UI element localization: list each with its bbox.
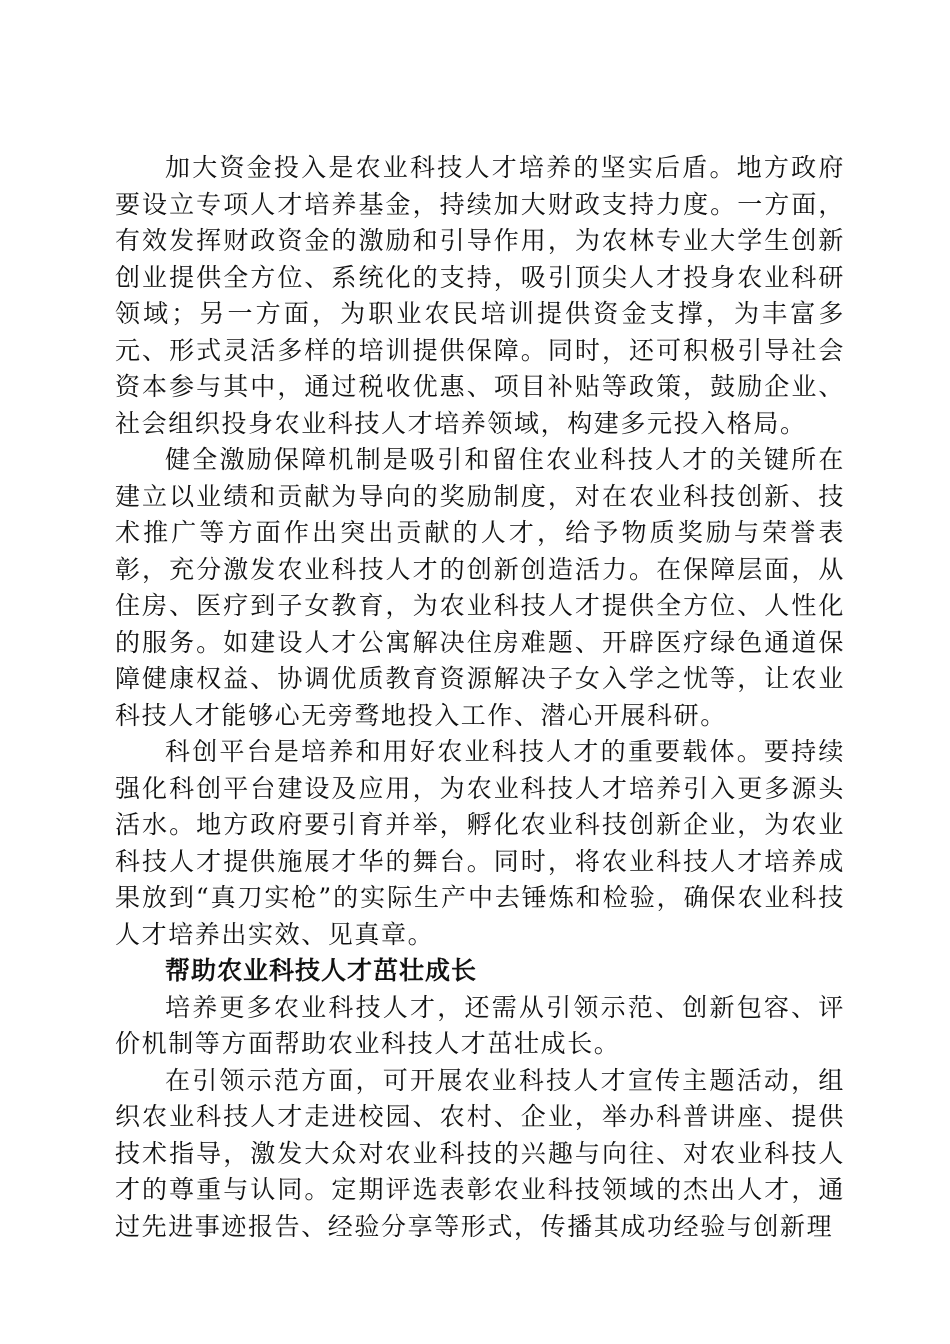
paragraph-funding: 加大资金投入是农业科技人才培养的坚实后盾。地方政府要设立专项人才培养基金，持续加大财政支持力度。一方面，有效发挥财政资金的激励和引导作用，为农林专业大学生创新创业提供全方位、系统化的支持，吸引顶尖人才投身农业科研领域；另一方面，为职业农民培训提供资金支撑，为丰富多元、形式灵活多样的培训提供保障。同时，还可积极引导社会资本参与其中，通过税收优惠、项目补贴等政策，鼓励企业、社会组织投身农业科技人才培养领域，构建多元投入格局。 — [115, 153, 845, 438]
document-page — [115, 150, 845, 1245]
section-heading: 帮助农业科技人才茁壮成长 — [165, 956, 478, 985]
paragraph-incentives: 健全激励保障机制是吸引和留住农业科技人才的关键所在建立以业绩和贡献为导向的奖励制度，对在农业科技创新、技术推广等方面作出突出贡献的人才，给予物质奖励与荣誉表彰，充分激发农业科技人才的创新创造活力。在保障层面，从住房、医疗到子女教育，为农业科技人才提供全方位、人性化的服务。如建设人才公寓解决住房难题、开辟医疗绿色通道保障健康权益、协调优质教育资源解决子女入学之忧等，让农业科技人才能够心无旁骛地投入工作、潜心开展科研。 — [115, 445, 845, 730]
paragraph-platforms: 科创平台是培养和用好农业科技人才的重要载体。要持续强化科创平台建设及应用，为农业科技人才培养引入更多源头活水。地方政府要引育并举，孵化农业科技创新企业，为农业科技人才提供施展才华的舞台。同时，将农业科技人才培养成果放到“真刀实枪”的实际生产中去锤炼和检验，确保农业科技人才培养出实效、见真章。 — [115, 737, 845, 949]
paragraph-intro: 培养更多农业科技人才，还需从引领示范、创新包容、评价机制等方面帮助农业科技人才茁壮成长。 — [115, 992, 845, 1058]
paragraph-leadership: 在引领示范方面，可开展农业科技人才宣传主题活动，组织农业科技人才走进校园、农村、企业，举办科普讲座、提供技术指导，激发大众对农业科技的兴趣与向往、对农业科技人才的尊重与认同。定期评选表彰农业科技领域的杰出人才，通过先进事迹报告、经验分享等形式，传播其成功经验与创新理 — [115, 1065, 845, 1241]
